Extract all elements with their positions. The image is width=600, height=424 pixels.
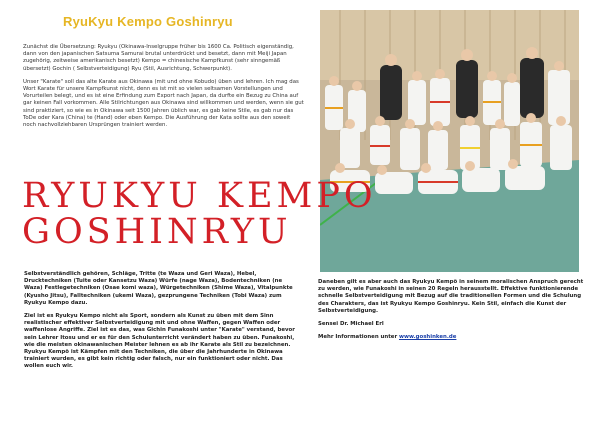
intro-text [23, 44, 305, 135]
page-title: RyuKyu Kempo Goshinryu [63, 14, 233, 29]
left-paragraph-1: Selbstverständlich gehören, Schläge, Tritte (te Waza und Geri Waza), Hebel, Drucktechniken (Tuite oder Kansetzu Waza) Würfe (nage Waza), Bodentechniken (ne Waza) Festlegetechniken (Osae komi waza), Würgetechniken (Shime Waza), Vitalpunkte (Kyusho Jitsu), Falltechniken (ukemi Waza), gezprungene Techniken (Tobi Waza) zum Ryukyu Kempo dazu. [24, 271, 293, 306]
main-heading [22, 178, 377, 250]
signature: Sensei Dr. Michael Erl [318, 321, 384, 328]
main-heading-line-1: RYUKYU KEMPO [22, 176, 377, 216]
more-info-prefix: Mehr Informationen unter [318, 334, 399, 341]
left-paragraph-2: Ziel ist es Ryukyu Kempo nicht als Sport, sondern als Kunst zu üben mit dem Sinn realistischer effektiver Selbstverteidigung mit und ohne Waffen, gegen Waffen oder waffenlose Angriffe. Ziel ist es das, was Gichin Funakoshi unter "Karate" verstand, bevor sein Lehrer Itosu und er es für den Schulunterricht verändert haben zu üben. Funakoshi, wie die meisten okinawanischen Meister lehnen es ab ihr Karate als Stil zu bezeichnen. Ryukyu Kempö ist Kämpfen mit den Techniken, die über die Jahrhunderte in Okinawa trainiert wurden, es gibt kein richtig oder falsch, nur ein funktioniert oder nicht. Das wollen euch wir. [24, 313, 295, 370]
intro-paragraph-1: Zunächst die Übersetzung: Ryukyu (Okinawa-Inselgruppe früher bis 1600 Ca. Politisch eigenständig, dann von den japanischen Satsuma Samurai brutal unterdrückt und besetzt, dann mit Meiji Japan zugehörig, zeitweise amerikanisch besetzt) Kempo = chinesische Kampfkunst (sehr sinngemäß übersetzt) Gochin ( Selbstverteidigung) Ryu (Stil, Ausrichtung, Schwerpunkt). [23, 44, 294, 72]
website-link[interactable]: www.goshinken.de [398, 334, 457, 341]
more-info-line [318, 334, 590, 341]
main-heading-line-2: GOSHINRYU [22, 212, 292, 252]
right-column-text [318, 279, 590, 347]
left-column-text [24, 271, 296, 377]
intro-paragraph-2: Unser "Karate" soll das alte Karate aus Okinawa (mit und ohne Kobudo) üben und lehren. Ich mag das Wort Karate für unsere Kampfkunst nicht, denn es ist mit so vielen seltsamen Vorstellungen und Vorurteilen belegt, und es ist eine Erfindung zum Export nach Japan, da durfte ein Bezug zu China auf gar keinen Fall vorkommen. Alle Stilrichtungen aus Okinawa sind willkommen und werden, wenn sie gut sind praktiziert, so wie es in Okinawa seit 1500 Jahren üblich war, es gab keine Stile, es gab nur das ToDe oder Kara (China) te (Hand) oder eben Kempo. Die Ausführung der Kata sollte aus den soweit noch nachvollziehbaren Ursprüngen trainiert werden. [23, 78, 304, 129]
right-paragraph-1: Daneben gilt es aber auch das Ryukyu Kempö in seinem moralischen Anspruch gerecht zu werden, wie Funakoshi in seinen 20 Regeln herausstellt. Effektive funktionierende schnelle Selbstverteidigung mit Bezug auf die traditionellen Formen und die Schulung des Charakters, das ist Ryukyu Kempo Goshinryu. Kein Stil, einfach die Kunst der Selbstverteidigung. [318, 279, 584, 314]
